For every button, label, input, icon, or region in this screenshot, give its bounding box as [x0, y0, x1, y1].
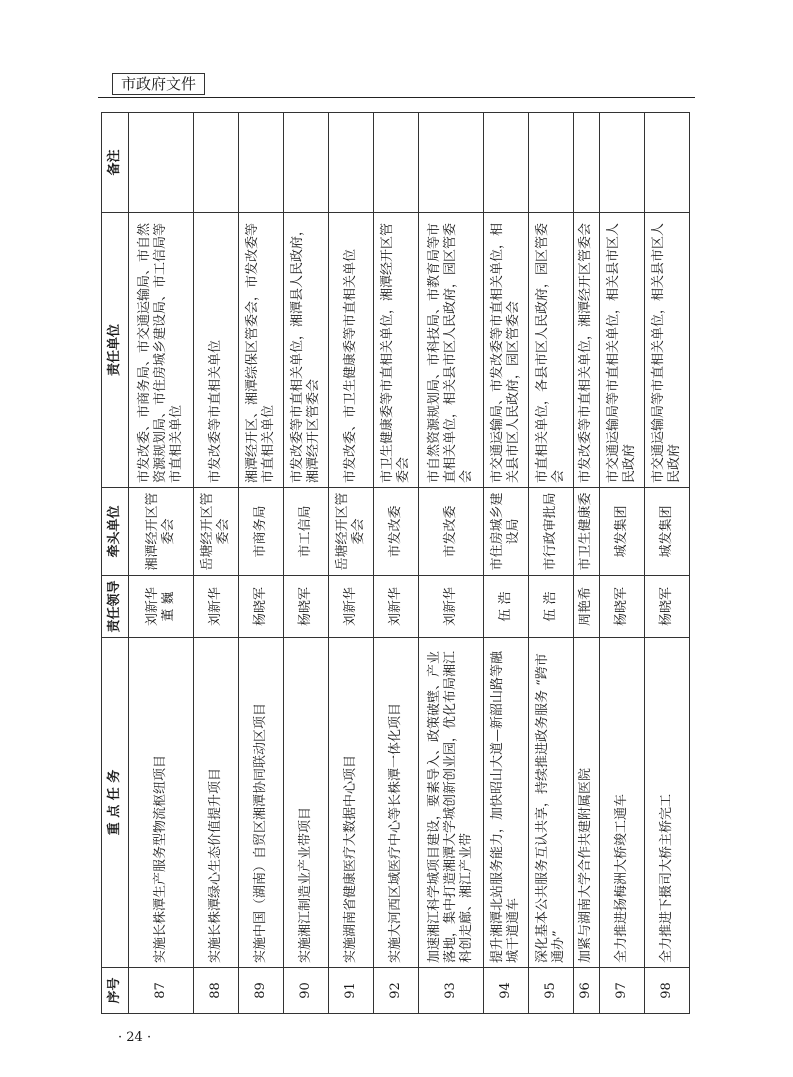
cell-task: 加紧与湖南大学合作共建附属医院 — [574, 638, 600, 968]
cell-unit: 市行政审批局 — [528, 488, 573, 576]
task-table — [101, 112, 690, 1014]
cell-resp: 市发改委、市商务局、市交通运输局、市自然资源规划局、市住房城乡建设局、市工信局等市直相关单位 — [129, 213, 194, 488]
cell-resp: 市发改委等市直相关单位，湘潭经开区管委会 — [574, 213, 600, 488]
cell-lead: 杨晓军 — [644, 576, 689, 638]
cell-resp: 市发改委等市直相关单位 — [193, 213, 238, 488]
cell-num: 91 — [328, 968, 373, 1014]
table-row — [193, 113, 238, 1014]
cell-unit: 市发改委 — [419, 488, 484, 576]
cell-lead: 伍 浩 — [528, 576, 573, 638]
cell-note — [644, 113, 689, 213]
cell-note — [193, 113, 238, 213]
cell-task: 全力推进下摄司大桥主桥完工 — [644, 638, 689, 968]
cell-num: 95 — [528, 968, 573, 1014]
cell-note — [419, 113, 484, 213]
cell-lead: 伍 浩 — [483, 576, 528, 638]
cell-unit: 城发集团 — [644, 488, 689, 576]
cell-unit: 湘潭经开区管委会 — [129, 488, 194, 576]
cell-num: 89 — [238, 968, 283, 1014]
cell-lead: 杨晓军 — [238, 576, 283, 638]
cell-note — [483, 113, 528, 213]
header-num: 序号 — [102, 968, 129, 1014]
header-task: 重 点 任 务 — [102, 638, 129, 968]
cell-resp: 市交通运输局等市直相关单位，相关县市区人民政府 — [599, 213, 644, 488]
cell-num: 90 — [283, 968, 328, 1014]
table-row — [328, 113, 373, 1014]
header-rule — [98, 97, 695, 98]
cell-resp: 市发改委、市卫生健康委等市直相关单位 — [328, 213, 373, 488]
header-resp: 责任单位 — [102, 213, 129, 488]
cell-resp: 市直相关单位，各县市区人民政府，园区管委会 — [528, 213, 573, 488]
cell-resp: 市卫生健康委等市直相关单位，湘潭经开区管委会 — [374, 213, 419, 488]
cell-lead: 刘新华 董 巍 — [129, 576, 194, 638]
cell-num: 88 — [193, 968, 238, 1014]
header-lead: 责任领导 — [102, 576, 129, 638]
header-unit: 牵头单位 — [102, 488, 129, 576]
page-number: · 24 · — [118, 1030, 152, 1045]
table-row — [644, 113, 689, 1014]
cell-num: 93 — [419, 968, 484, 1014]
table-row — [599, 113, 644, 1014]
cell-note — [374, 113, 419, 213]
cell-note — [328, 113, 373, 213]
cell-note — [574, 113, 600, 213]
cell-note — [238, 113, 283, 213]
cell-task: 实施长株潭生产服务型物流枢纽项目 — [129, 638, 194, 968]
cell-num: 97 — [599, 968, 644, 1014]
cell-num: 96 — [574, 968, 600, 1014]
cell-task: 加速湘江科学城项目建设，要素导入、政策破壁、产业落地，集中打造湘潭大学城创新创业园，优化布局湘江科创走廊、湘江产业带 — [419, 638, 484, 968]
cell-task: 提升湘潭北站服务能力，加快昭山大道—新韶山路等融城干道通车 — [483, 638, 528, 968]
cell-task: 实施大河西区域医疗中心等长株潭一体化项目 — [374, 638, 419, 968]
cell-lead: 周艳希 — [574, 576, 600, 638]
cell-note — [283, 113, 328, 213]
cell-task: 实施中国（湖南）自贸区湘潭协同联动区项目 — [238, 638, 283, 968]
cell-resp: 市交通运输局、市发改委等市直相关单位，相关县市区人民政府，园区管委会 — [483, 213, 528, 488]
cell-unit: 市工信局 — [283, 488, 328, 576]
cell-resp: 市发改委等市直相关单位，湘潭县人民政府，湘潭经开区管委会 — [283, 213, 328, 488]
cell-resp: 湘潭经开区、湘潭综保区管委会，市发改委等市直相关单位 — [238, 213, 283, 488]
table-row — [238, 113, 283, 1014]
cell-unit: 市商务局 — [238, 488, 283, 576]
cell-unit: 城发集团 — [599, 488, 644, 576]
cell-unit: 市发改委 — [374, 488, 419, 576]
cell-unit: 岳塘经开区管委会 — [193, 488, 238, 576]
cell-lead: 刘新华 — [328, 576, 373, 638]
table-header-row — [102, 113, 129, 1014]
table-container — [101, 113, 690, 1014]
cell-num: 87 — [129, 968, 194, 1014]
cell-num: 94 — [483, 968, 528, 1014]
cell-note — [129, 113, 194, 213]
cell-lead: 刘新华 — [193, 576, 238, 638]
table-row — [528, 113, 573, 1014]
cell-unit: 岳塘经开区管委会 — [328, 488, 373, 576]
cell-lead: 刘新华 — [419, 576, 484, 638]
cell-num: 92 — [374, 968, 419, 1014]
cell-unit: 市住房城乡建设局 — [483, 488, 528, 576]
table-row — [419, 113, 484, 1014]
cell-task: 实施长株潭绿心生态价值提升项目 — [193, 638, 238, 968]
cell-unit: 市卫生健康委 — [574, 488, 600, 576]
cell-note — [528, 113, 573, 213]
cell-lead: 杨晓军 — [283, 576, 328, 638]
table-row — [574, 113, 600, 1014]
cell-task: 深化基本公共服务互认共享，持续推进政务服务 “跨市通办” — [528, 638, 573, 968]
table-row — [483, 113, 528, 1014]
document-header-title: 市政府文件 — [112, 73, 205, 95]
cell-resp: 市自然资源规划局、市科技局、市教育局等市直相关单位，相关县市区人民政府，园区管委会 — [419, 213, 484, 488]
cell-task: 实施湖南省健康医疗大数据中心项目 — [328, 638, 373, 968]
cell-resp: 市交通运输局等市直相关单位，相关县市区人民政府 — [644, 213, 689, 488]
table-row — [374, 113, 419, 1014]
cell-note — [599, 113, 644, 213]
table-row — [283, 113, 328, 1014]
table-row — [129, 113, 194, 1014]
cell-num: 98 — [644, 968, 689, 1014]
cell-lead: 杨晓军 — [599, 576, 644, 638]
cell-lead: 刘新华 — [374, 576, 419, 638]
cell-task: 实施湘江制造业产业带项目 — [283, 638, 328, 968]
header-note: 备注 — [102, 113, 129, 213]
cell-task: 全力推进扬梅洲大桥竣工通车 — [599, 638, 644, 968]
